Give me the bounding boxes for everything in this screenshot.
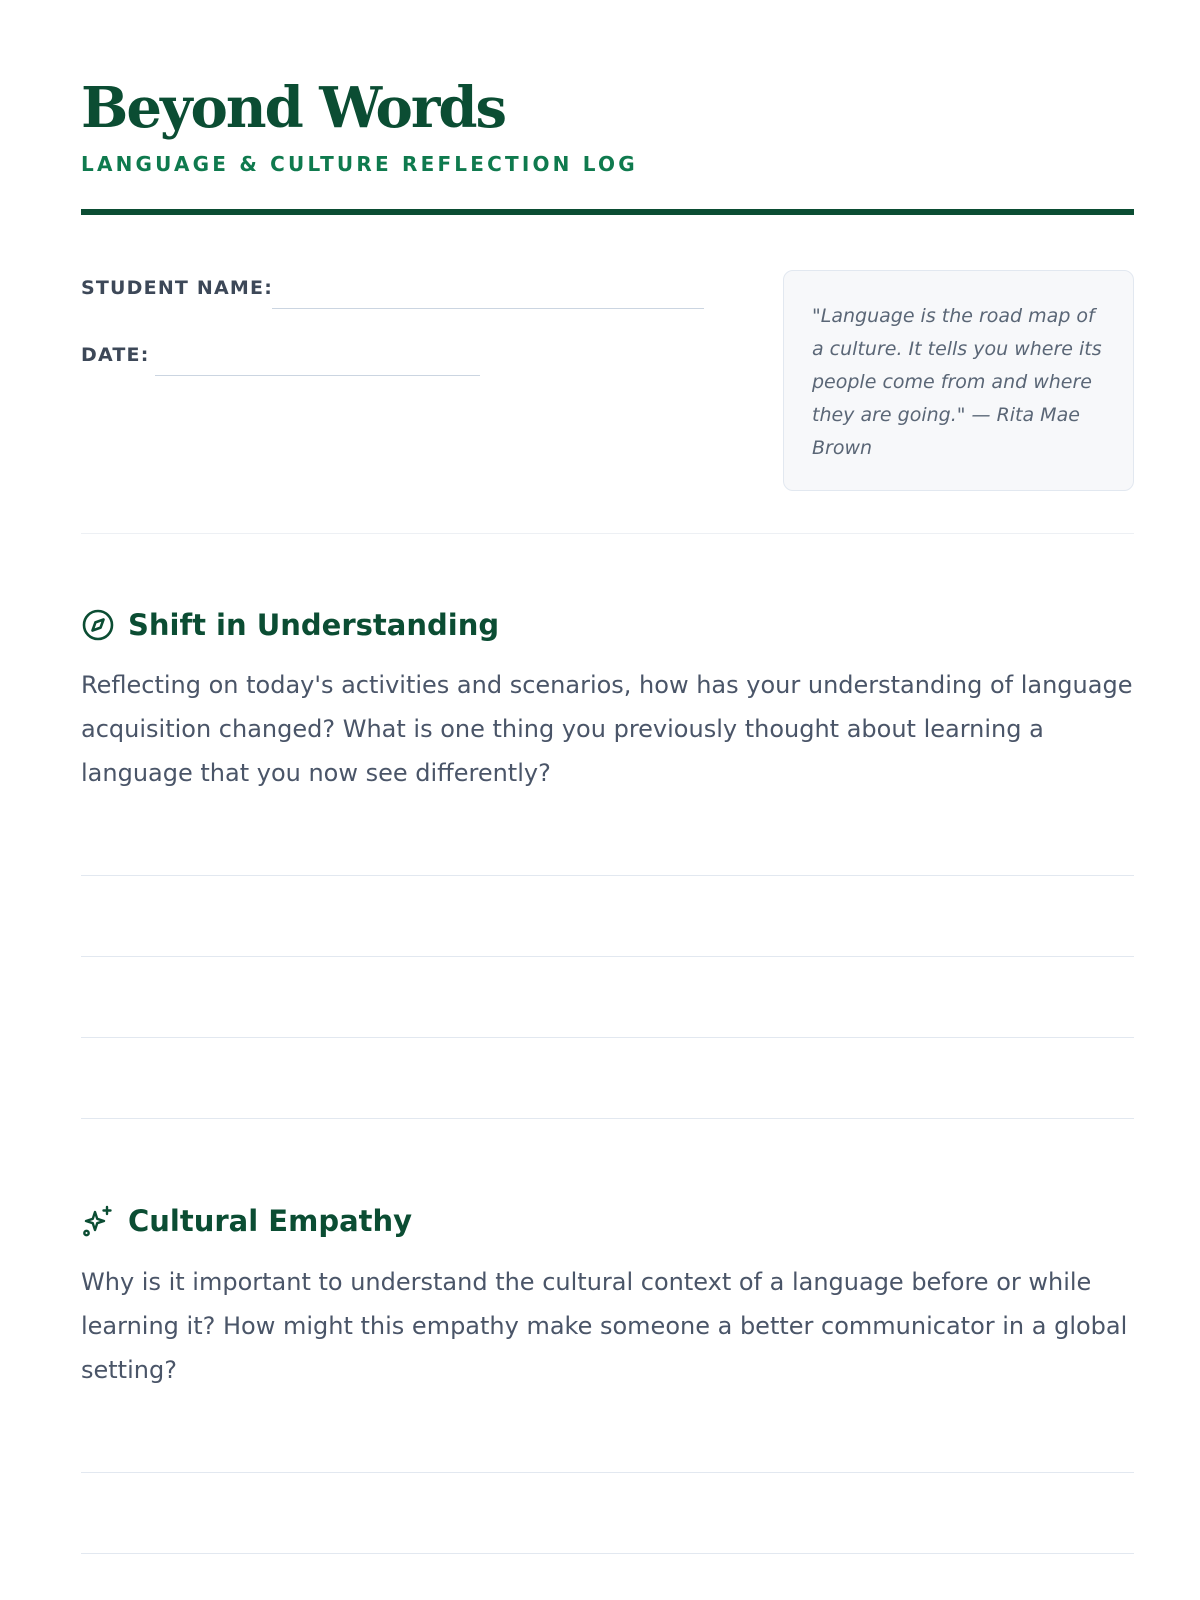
student-name-field[interactable]: [272, 308, 704, 309]
section-heading-shift-in-understanding: [81, 608, 499, 642]
answer-line[interactable]: [81, 956, 1134, 957]
section-divider: [81, 533, 1134, 534]
reflection-log-page: [81, 0, 1134, 1600]
sparkles-icon: [81, 1204, 115, 1238]
answer-line[interactable]: [81, 1037, 1134, 1038]
page-title: Beyond Words: [81, 75, 506, 141]
answer-line[interactable]: [81, 1553, 1134, 1554]
date-label: DATE:: [81, 344, 150, 366]
answer-line[interactable]: [81, 875, 1134, 876]
section-prompt: Why is it important to understand the cultural context of a language before or while learning it? How might this empathy make someone a better communicator in a global setting?: [81, 1268, 1128, 1384]
section-title: Shift in Understanding: [128, 608, 500, 642]
compass-icon: [81, 608, 115, 642]
section-title: Cultural Empathy: [128, 1204, 413, 1238]
header-divider: [81, 209, 1134, 215]
quote-text: "Language is the road map of a culture. It tells you where its people come from and where they are going." — Rita Mae Brown: [812, 305, 1102, 459]
answer-line[interactable]: [81, 1472, 1134, 1473]
student-name-label: STUDENT NAME:: [81, 277, 273, 299]
date-field[interactable]: [155, 375, 480, 376]
page-subtitle: LANGUAGE & CULTURE REFLECTION LOG: [81, 152, 638, 176]
section-heading-cultural-empathy: [81, 1204, 412, 1238]
section-prompt: Reflecting on today's activities and scenarios, how has your understanding of language acquisition changed? What is one thing you previously thought about learning a language that you now see differently?: [81, 671, 1133, 787]
answer-line[interactable]: [81, 1118, 1134, 1119]
quote-box: [783, 270, 1134, 491]
